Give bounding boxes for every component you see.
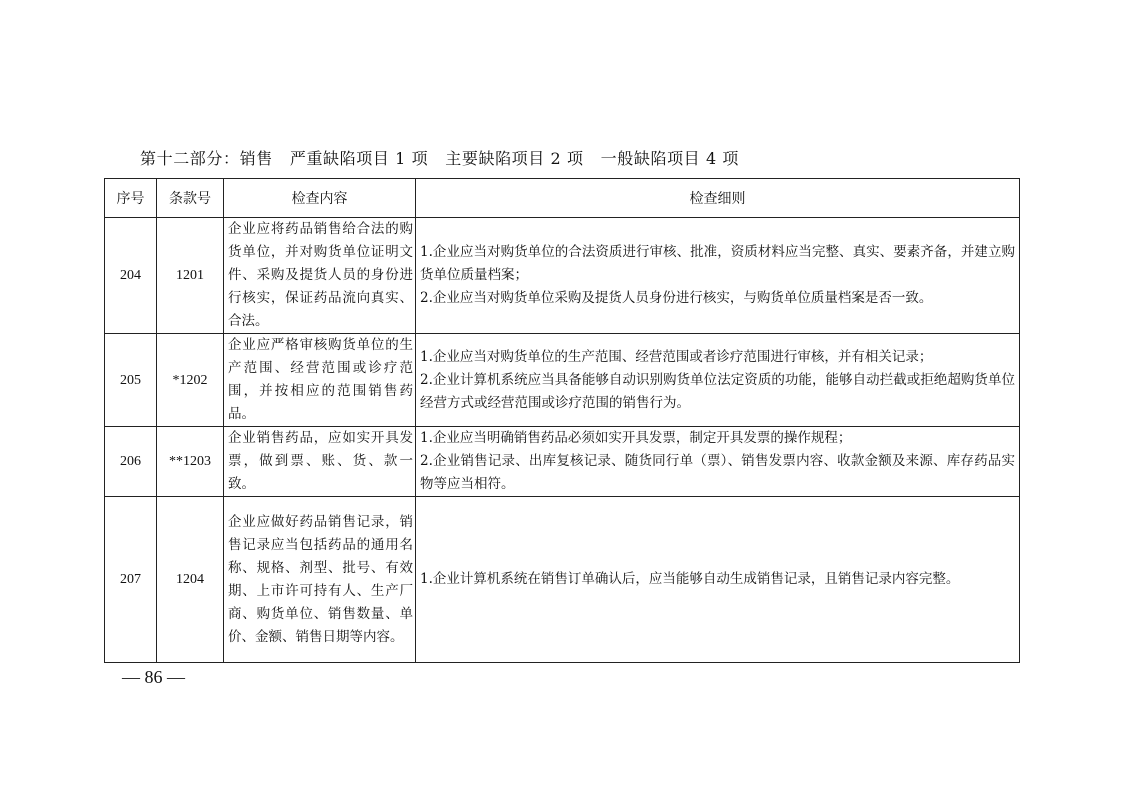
- inspection-table: [104, 178, 1020, 663]
- header-clause: 条款号: [157, 179, 224, 218]
- table-row: [105, 218, 1020, 334]
- detail-item: 1.企业计算机系统在销售订单确认后，应当能够自动生成销售记录，且销售记录内容完整。: [420, 571, 960, 587]
- row-content: 企业应严格审核购货单位的生产范围、经营范围或诊疗范围，并按相应的范围销售药品。: [224, 334, 416, 427]
- row-clause: 1201: [157, 218, 224, 334]
- table-header-row: [105, 179, 1020, 218]
- row-seq: 206: [105, 427, 157, 497]
- table-row: [105, 334, 1020, 427]
- detail-item: 1.企业应当对购货单位的生产范围、经营范围或者诊疗范围进行审核，并有相关记录；: [420, 348, 933, 365]
- row-content: 企业应做好药品销售记录，销售记录应当包括药品的通用名称、规格、剂型、批号、有效期、上市许可持有人、生产厂商、购货单位、销售数量、单价、金额、销售日期等内容。: [224, 497, 416, 663]
- row-detail: [416, 427, 1020, 497]
- row-clause: *1202: [157, 334, 224, 427]
- row-seq: 207: [105, 497, 157, 663]
- row-content: 企业销售药品，应如实开具发票，做到票、账、货、款一致。: [224, 427, 416, 497]
- row-content: 企业应将药品销售给合法的购货单位，并对购货单位证明文件、采购及提货人员的身份进行核实，保证药品流向真实、合法。: [224, 218, 416, 334]
- row-clause: **1203: [157, 427, 224, 497]
- detail-item: 2.企业应当对购货单位采购及提货人员身份进行核实，与购货单位质量档案是否一致。: [420, 290, 933, 306]
- row-detail: [416, 497, 1020, 663]
- header-detail: 检查细则: [416, 179, 1020, 218]
- page-number: — 86 —: [122, 667, 185, 687]
- detail-item: 1.企业应当明确销售药品必须如实开具发票，制定开具发票的操作规程；: [420, 430, 852, 446]
- table-row: [105, 427, 1020, 497]
- row-detail: [416, 218, 1020, 334]
- detail-item: 1.企业应当对购货单位的合法资质进行审核、批准，资质材料应当完整、真实、要素齐备，并建立购货单位质量档案；: [420, 244, 1015, 283]
- header-seq: 序号: [105, 179, 157, 218]
- detail-item: 2.企业销售记录、出库复核记录、随货同行单（票）、销售发票内容、收款金额及来源、库存药品实物等应当相符。: [420, 453, 1015, 492]
- row-seq: 205: [105, 334, 157, 427]
- row-seq: 204: [105, 218, 157, 334]
- row-clause: 1204: [157, 497, 224, 663]
- section-heading: 第十二部分：销售 严重缺陷项目 1 项 主要缺陷项目 2 项 一般缺陷项目 4 项: [140, 149, 740, 168]
- header-content: 检查内容: [224, 179, 416, 218]
- table-row: [105, 497, 1020, 663]
- detail-item: 2.企业计算机系统应当具备能够自动识别购货单位法定资质的功能，能够自动拦截或拒绝超购货单位经营方式或经营范围或诊疗范围的销售行为。: [420, 371, 1015, 411]
- row-detail: [416, 334, 1020, 427]
